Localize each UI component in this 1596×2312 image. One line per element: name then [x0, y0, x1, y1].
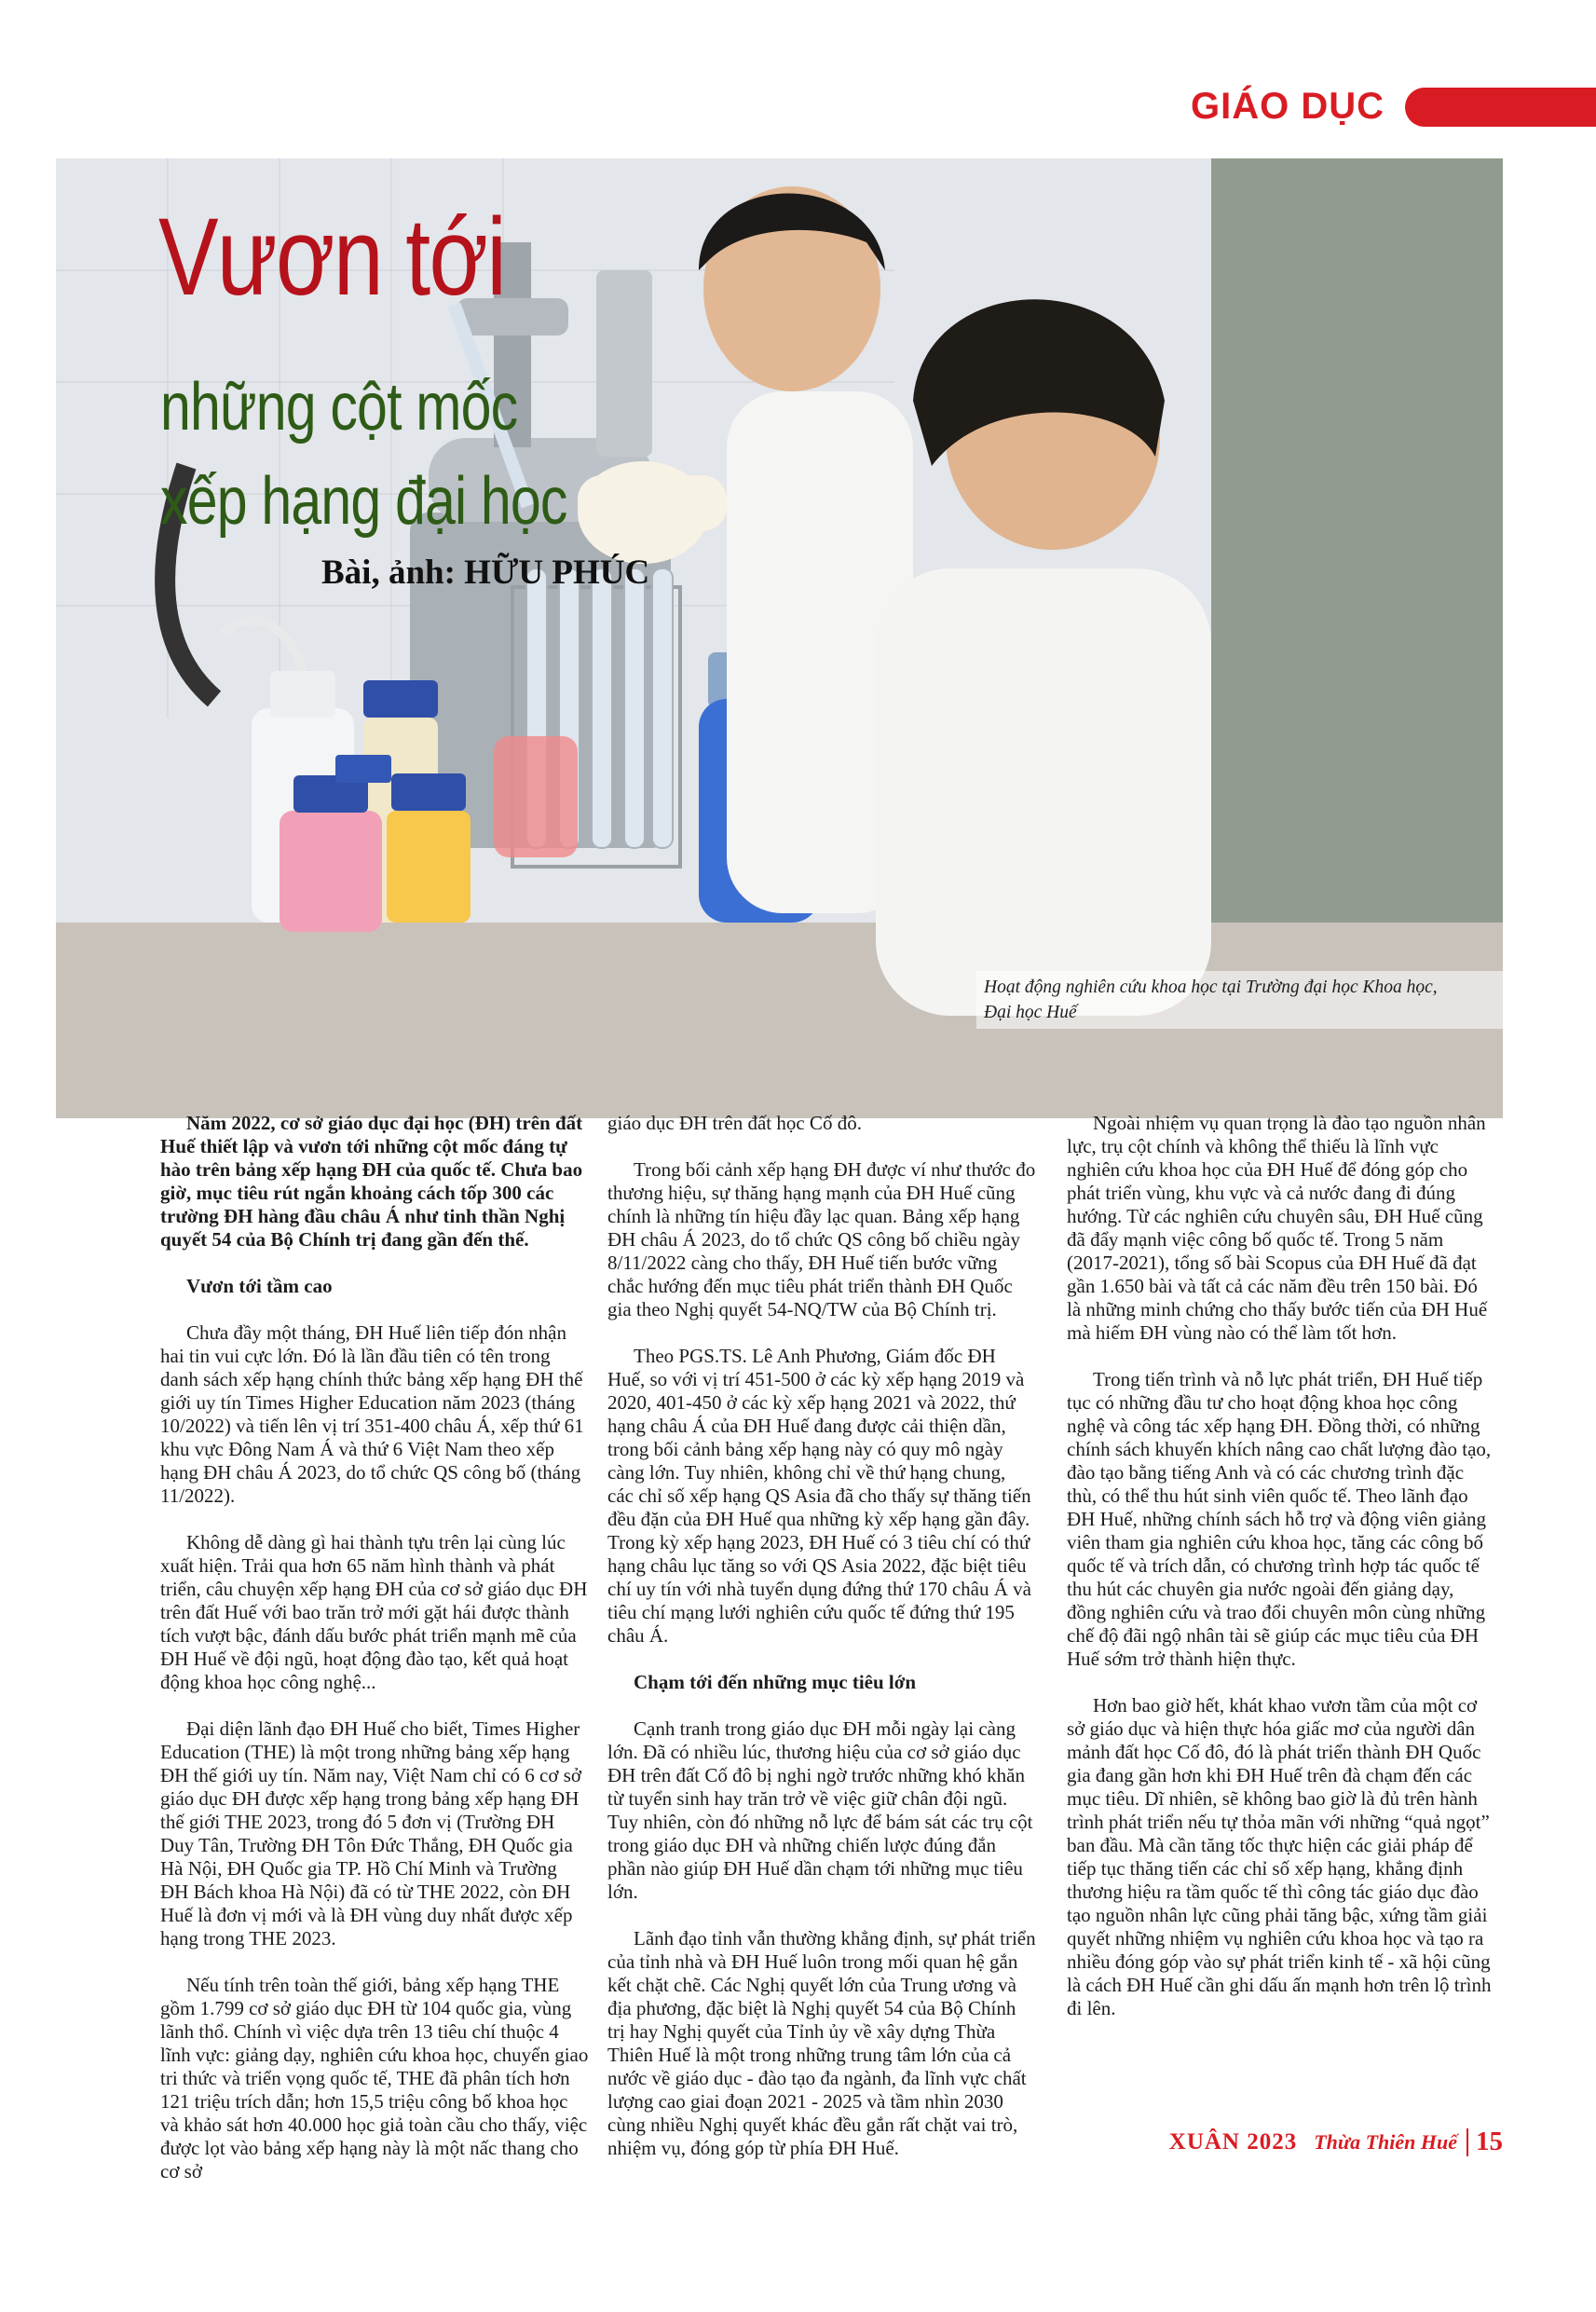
magazine-name: Thừa Thiên Huế	[1314, 2129, 1457, 2154]
photo-caption	[976, 971, 1513, 1029]
article-column-2	[607, 1112, 1036, 2183]
page-footer	[1169, 2127, 1503, 2157]
subheading-vuon-toi: Vươn tới tầm cao	[186, 1275, 333, 1297]
caption-line-2: Đại học Huế	[984, 1003, 1077, 1022]
article-column-1	[160, 1112, 589, 2207]
article-title: Vươn tới	[158, 196, 506, 319]
paragraph: Đại diện lãnh đạo ĐH Huế cho biết, Times Higher Education (THE) là một trong những bảng xếp hạng ĐH thế giới uy tín. Năm nay, Việt Nam chỉ có 6 cơ sở giáo dục ĐH được xếp hạng trong bảng xếp hạng ĐH thế giới THE 2023, trong đó 5 đơn vị (Trường ĐH Duy Tân, Trường ĐH Tôn Đức Thắng, ĐH Quốc gia Hà Nội, ĐH Quốc gia TP. Hồ Chí Minh và Trường ĐH Bách khoa Hà Nội) đã có từ THE 2022, còn ĐH Huế là đơn vị mới và là ĐH vùng duy nhất được xếp hạng trong THE 2023.	[160, 1717, 581, 1949]
article-subtitle-line2: xếp hạng đại học	[160, 464, 567, 539]
section-bar	[1405, 88, 1596, 127]
footer-divider	[1466, 2128, 1468, 2156]
page-number: 15	[1476, 2127, 1503, 2156]
paragraph: Cạnh tranh trong giáo dục ĐH mỗi ngày lại càng lớn. Đã có nhiều lúc, thương hiệu của cơ sở giáo dục ĐH trên đất Cố đô bị nghi ngờ trước những khó khăn từ tuyển sinh hay trăn trở về việc giữ chân đội ngũ. Tuy nhiên, còn đó những nỗ lực để bám sát các trụ cột trong giáo dục ĐH và những chiến lược đúng đắn phần nào giúp ĐH Huế dần chạm tới những mục tiêu lớn.	[607, 1717, 1033, 1903]
paragraph-continued: giáo dục ĐH trên đất học Cố đô.	[607, 1112, 862, 1134]
paragraph: Trong bối cảnh xếp hạng ĐH được ví như thước đo thương hiệu, sự thăng hạng mạnh của ĐH Huế cũng chính là những tín hiệu đầy lạc quan. Bảng xếp hạng ĐH châu Á 2023, do tổ chức QS công bố chiều ngày 8/11/2022 càng cho thấy, ĐH Huế tiến bước vững chắc hướng đến mục tiêu phát triển thành ĐH Quốc gia theo Nghị quyết 54-NQ/TW của Bộ Chính trị.	[607, 1158, 1036, 1320]
caption-line-1: Hoạt động nghiên cứu khoa học tại Trường đại học Khoa học,	[984, 978, 1438, 997]
paragraph: Theo PGS.TS. Lê Anh Phương, Giám đốc ĐH Huế, so với vị trí 451-500 ở các kỳ xếp hạng 2019 và 2020, 401-450 ở các kỳ xếp hạng 2021 và 2022, thứ hạng châu Á của ĐH Huế đang được cải thiện dần, trong bối cảnh bảng xếp hạng này có quy mô ngày càng lớn. Tuy nhiên, không chỉ về thứ hạng chung, các chỉ số xếp hạng QS Asia đã cho thấy sự thăng tiến đều đặn của ĐH Huế qua những kỳ xếp hạng gần đây. Trong kỳ xếp hạng 2023, ĐH Huế có 3 tiêu chí có thứ hạng châu lục tăng so với QS Asia 2022, đặc biệt tiêu chí uy tín với nhà tuyển dụng đứng thứ 170 châu Á và tiêu chí mạng lưới nghiên cứu quốc tế đứng thứ 195 châu Á.	[607, 1345, 1031, 1647]
section-label: GIÁO DỤC	[1191, 86, 1385, 127]
paragraph: Lãnh đạo tỉnh vẫn thường khẳng định, sự phát triển của tỉnh nhà và ĐH Huế luôn trong mối quan hệ gắn kết chặt chẽ. Các Nghị quyết lớn của Trung ương và địa phương, đặc biệt là Nghị quyết 54 của Bộ Chính trị hay Nghị quyết của Tỉnh ủy về xây dựng Thừa Thiên Huế là một trong những trung tâm lớn của cả nước về giáo dục - đào tạo đa ngành, đa lĩnh vực chất lượng cao giai đoạn 2021 - 2025 và tầm nhìn 2030 cùng nhiều Nghị quyết khác đều gắn rất chặt vai trò, nhiệm vụ, đóng góp từ phía ĐH Huế.	[607, 1927, 1036, 2159]
issue-label: XUÂN 2023	[1168, 2128, 1298, 2155]
section-tag	[1191, 86, 1596, 128]
paragraph: Nếu tính trên toàn thế giới, bảng xếp hạng THE gồm 1.799 cơ sở giáo dục ĐH từ 104 quốc gia, vùng lãnh thổ. Chính vì việc dựa trên 13 tiêu chí thuộc 4 lĩnh vực: giảng dạy, nghiên cứu khoa học, chuyển giao tri thức và triển vọng quốc tế, THE đã phân tích hơn 121 triệu trích dẫn; hơn 15,5 triệu công bố khoa học và khảo sát hơn 40.000 học giả toàn cầu cho thấy, việc được lọt vào bảng xếp hạng này là một nấc thang cho cơ sở	[160, 1974, 589, 2182]
paragraph: Ngoài nhiệm vụ quan trọng là đào tạo nguồn nhân lực, trụ cột chính và không thể thiếu là lĩnh vực nghiên cứu khoa học của ĐH Huế để đóng góp cho phát triển vùng, khu vực và cả nước đang đi đúng hướng. Từ các nghiên cứu chuyên sâu, ĐH Huế cũng đã đẩy mạnh việc công bố quốc tế. Trong 5 năm (2017-2021), tổng số bài Scopus của ĐH Huế đã đạt gần 1.650 bài và tất cả các năm đều trên 150 bài. Đó là những minh chứng cho thấy bước tiến của ĐH Huế mà hiếm ĐH vùng nào có thể làm tốt hơn.	[1067, 1112, 1488, 1344]
paragraph: Không dễ dàng gì hai thành tựu trên lại cùng lúc xuất hiện. Trải qua hơn 65 năm hình thành và phát triển, câu chuyện xếp hạng ĐH của cơ sở giáo dục ĐH trên đất Huế với bao trăn trở mới gặt hái được thành tích vượt bậc, đánh dấu bước phát triển mạnh mẽ của ĐH Huế về đội ngũ, hoạt động đào tạo, kết quả hoạt động khoa học công nghệ...	[160, 1531, 588, 1693]
lead-paragraph: Năm 2022, cơ sở giáo dục đại học (ĐH) trên đất Huế thiết lập và vươn tới những cột mốc đáng tự hào trên bảng xếp hạng ĐH của quốc tế. Chưa bao giờ, mục tiêu rút ngắn khoảng cách tốp 300 các trường ĐH hàng đầu châu Á như tinh thần Nghị quyết 54 của Bộ Chính trị đang gần đến thế.	[160, 1112, 583, 1251]
paragraph: Trong tiến trình và nỗ lực phát triển, ĐH Huế tiếp tục có những đầu tư cho hoạt động khoa học công nghệ và công tác xếp hạng ĐH. Đồng thời, có những chính sách khuyến khích nâng cao chất lượng đào tạo, đào tạo bằng tiếng Anh và có các chương trình đặc thù, có thể thu hút sinh viên quốc tế. Theo lãnh đạo ĐH Huế, những chính sách hỗ trợ và động viên giảng viên tham gia nghiên cứu khoa học, tăng các công bố quốc tế và trích dẫn, có chương trình hợp tác quốc tế thu hút các chuyên gia nước ngoài đến giảng dạy, đồng nghiên cứu và trao đổi chuyên môn cùng những chế độ đãi ngộ nhân tài sẽ giúp các mục tiêu của ĐH Huế sớm trở thành hiện thực.	[1067, 1368, 1492, 1670]
article-column-3	[1067, 1112, 1495, 2044]
byline: Bài, ảnh: HỮU PHÚC	[321, 554, 650, 592]
paragraph: Hơn bao giờ hết, khát khao vươn tầm của một cơ sở giáo dục và hiện thực hóa giấc mơ của người dân mảnh đất học Cố đô, đó là phát triển thành ĐH Quốc gia đang gần hơn khi ĐH Huế trên đà chạm đến các mục tiêu. Dĩ nhiên, sẽ không bao giờ là đủ trên hành trình phát triển nếu tự thỏa mãn với những “quả ngọt” ban đầu. Mà cần tăng tốc thực hiện các giải pháp để tiếp tục thăng tiến các chỉ số xếp hạng, khẳng định thương hiệu ra tầm quốc tế thì công tác giáo dục đào tạo nguồn nhân lực cũng phải tăng bậc, xứng tầm giải quyết những nhiệm vụ nghiên cứu khoa học và tạo ra nhiều đóng góp vào sự phát triển kinh tế - xã hội cũng là cách ĐH Huế cần ghi dấu ấn mạnh hơn trên lộ trình đi lên.	[1067, 1694, 1492, 2019]
paragraph: Chưa đầy một tháng, ĐH Huế liên tiếp đón nhận hai tin vui cực lớn. Đó là lần đầu tiên có tên trong danh sách xếp hạng chính thức bảng xếp hạng ĐH thế giới uy tín Times Higher Education năm 2023 (tháng 10/2022) và tiến lên vị trí 351-400 châu Á, xếp thứ 61 khu vực Đông Nam Á và thứ 6 Việt Nam theo xếp hạng ĐH châu Á 2023, do tổ chức QS công bố (tháng 11/2022).	[160, 1321, 584, 1507]
article-subtitle-line1: những cột mốc	[160, 370, 518, 445]
subheading-cham-toi: Chạm tới đến những mục tiêu lớn	[634, 1671, 917, 1693]
